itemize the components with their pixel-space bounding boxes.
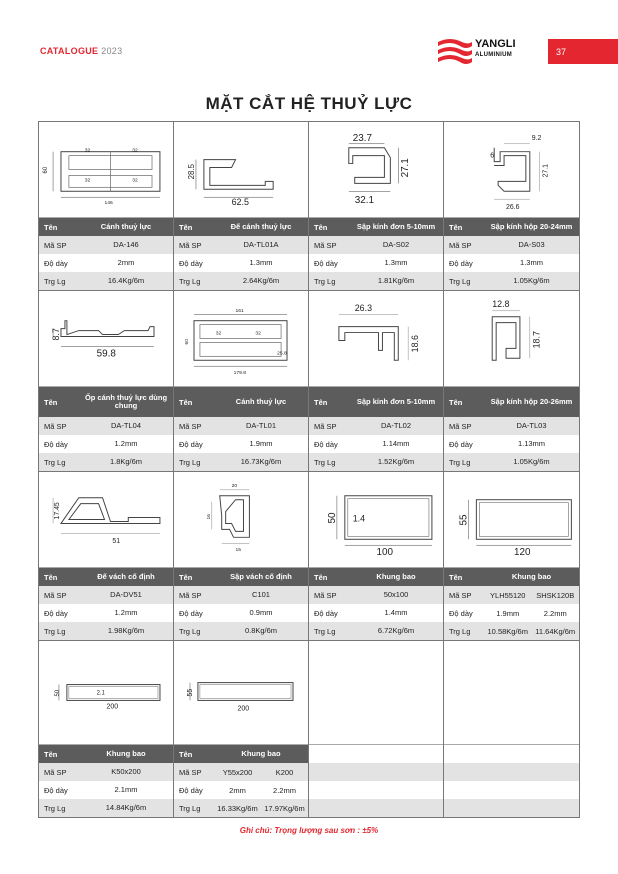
- product-weight: 16.4Kg/6m: [107, 275, 145, 285]
- product-weight: 1.52Kg/6m: [377, 456, 415, 466]
- spec-row: [39, 272, 173, 290]
- spec-head: [309, 387, 443, 417]
- dim-label: 161: [235, 308, 244, 314]
- empty-row: [444, 745, 579, 763]
- empty-row: [309, 745, 443, 763]
- product-code: C101: [252, 589, 270, 599]
- product-name: Cánh thuỷ lực: [100, 221, 152, 231]
- page-number-tab: [548, 39, 618, 64]
- dim-label: 32: [84, 148, 91, 154]
- label-do-day: Độ dày: [179, 258, 203, 268]
- product-name: Đế vách cố định: [97, 571, 155, 581]
- label-do-day: Độ dày: [179, 439, 203, 449]
- dim-label: 50: [326, 512, 338, 524]
- spec-row: [39, 254, 173, 272]
- product-code: DA-TL01A: [243, 239, 279, 249]
- product-weight: 16.33Kg/6m: [217, 803, 258, 813]
- spec-row: [39, 586, 173, 604]
- empty-row: [444, 799, 579, 817]
- product-code: K50x200: [111, 766, 141, 776]
- brand-subtitle: ALUMINIUM: [475, 52, 513, 58]
- spec-head: [39, 568, 173, 586]
- label-ma-sp: Mã SP: [449, 590, 472, 600]
- dim-label: 120: [513, 547, 531, 559]
- profile-drawing: [174, 472, 308, 568]
- label-trg-lg: Trg Lg: [44, 457, 66, 467]
- label-ma-sp: Mã SP: [44, 590, 67, 600]
- product-code-alt: SHSK120B: [536, 590, 575, 600]
- label-do-day: Độ dày: [44, 439, 68, 449]
- profile-drawing: [174, 291, 308, 387]
- label-ma-sp: Mã SP: [314, 240, 337, 250]
- product-name: Khung bao: [106, 748, 146, 758]
- label-do-day: Độ dày: [44, 608, 68, 618]
- profile-drawing: [444, 291, 579, 387]
- spec-row: [444, 417, 579, 435]
- spec-row: [174, 799, 308, 817]
- dim-label: 55: [186, 688, 194, 697]
- dim-label: 51: [112, 538, 121, 546]
- dim-label: 62.5: [231, 197, 249, 208]
- brand-name: YANGLI: [475, 38, 516, 50]
- product-weight: 1.05Kg/6m: [513, 456, 550, 466]
- label-trg-lg: Trg Lg: [314, 626, 336, 636]
- product-thickness: 1.14mm: [382, 438, 410, 448]
- label-do-day: Độ dày: [314, 258, 338, 268]
- product-code: DA-DV51: [110, 589, 142, 599]
- product-thickness: 1.9mm: [249, 438, 273, 448]
- empty-row: [309, 781, 443, 799]
- spec-row: [39, 417, 173, 435]
- spec-head: [39, 218, 173, 236]
- empty-row: [309, 763, 443, 781]
- profile-drawing: [444, 122, 579, 218]
- dim-label: 60: [43, 166, 50, 174]
- label-do-day: Độ dày: [179, 785, 203, 795]
- label-trg-lg: Trg Lg: [314, 276, 336, 286]
- product-thickness: 1.9mm: [496, 608, 520, 618]
- label-ten: Tên: [449, 222, 463, 232]
- product-thickness: 2mm: [117, 257, 135, 267]
- label-trg-lg: Trg Lg: [44, 626, 66, 636]
- label-do-day: Độ dày: [44, 258, 68, 268]
- label-ma-sp: Mã SP: [44, 421, 67, 431]
- spec-row: [309, 604, 443, 622]
- dim-label: 32: [132, 178, 138, 184]
- label-ma-sp: Mã SP: [179, 590, 202, 600]
- dim-label: 200: [237, 705, 250, 713]
- label-do-day: Độ dày: [179, 608, 203, 618]
- dim-label: 18.7: [531, 331, 542, 349]
- label-do-day: Độ dày: [314, 608, 338, 618]
- product-code: 50x100: [383, 589, 409, 599]
- spec-head: [444, 568, 579, 586]
- dim-label: 2.1: [96, 690, 105, 697]
- product-name: Sập kính đơn 5-10mm: [356, 221, 436, 231]
- label-do-day: Độ dày: [449, 439, 473, 449]
- spec-row: [309, 236, 443, 254]
- profile-drawing: [174, 122, 308, 218]
- spec-head: [174, 218, 308, 236]
- dim-label: 17.45: [53, 502, 61, 520]
- profile-drawing: [39, 641, 173, 745]
- label-ten: Tên: [179, 749, 193, 759]
- empty-card: [444, 641, 579, 817]
- profile-drawing: [309, 472, 443, 568]
- product-name: Sập kính đơn 5-10mm: [356, 396, 436, 406]
- spec-row: [444, 622, 579, 640]
- label-ma-sp: Mã SP: [44, 767, 67, 777]
- dim-label: 15: [235, 548, 242, 554]
- dim-label: 60: [185, 338, 191, 345]
- product-code: DA-TL03: [516, 420, 547, 430]
- product-weight: 14.84Kg/6m: [105, 802, 147, 812]
- spec-row: [39, 236, 173, 254]
- spec-row: [444, 604, 579, 622]
- spec-row: [39, 604, 173, 622]
- product-weight: 1.05Kg/6m: [513, 275, 550, 285]
- label-ma-sp: Mã SP: [179, 421, 202, 431]
- label-trg-lg: Trg Lg: [314, 457, 336, 467]
- product-thickness: 1.2mm: [114, 607, 138, 617]
- spec-row: [174, 272, 308, 290]
- product-code: DA-146: [113, 239, 139, 249]
- profile-drawing: [39, 291, 173, 387]
- product-name: Cánh thuỷ lực: [235, 396, 287, 406]
- catalogue-label: [40, 46, 122, 56]
- product-weight: 1.98Kg/6m: [107, 625, 145, 635]
- label-trg-lg: Trg Lg: [449, 626, 471, 636]
- dim-label: 18.6: [410, 335, 421, 353]
- spec-head: [444, 387, 579, 417]
- label-do-day: Độ dày: [314, 439, 338, 449]
- product-weight: 1.81Kg/6m: [377, 275, 415, 285]
- profile-card: [174, 291, 309, 471]
- profile-drawing: [39, 472, 173, 568]
- spec-head: [309, 218, 443, 236]
- product-weight-alt: 17.97Kg/6m: [264, 803, 305, 813]
- label-ten: Tên: [44, 572, 58, 582]
- empty-row: [309, 799, 443, 817]
- spec-row: [39, 622, 173, 640]
- dim-label: 146: [104, 201, 113, 207]
- product-thickness: 1.2mm: [114, 438, 138, 448]
- label-do-day: Độ dày: [449, 258, 473, 268]
- label-ma-sp: Mã SP: [449, 421, 472, 431]
- product-thickness-alt: 2.2mm: [543, 608, 567, 618]
- spec-row: [309, 453, 443, 471]
- catalogue-year: 2023: [101, 46, 123, 56]
- product-thickness: 0.9mm: [249, 607, 273, 617]
- label-trg-lg: Trg Lg: [179, 276, 201, 286]
- product-weight: 1.8Kg/6m: [109, 456, 143, 466]
- profile-card: [174, 122, 309, 290]
- label-ten: Tên: [44, 749, 58, 759]
- product-code: Y55x200: [222, 767, 253, 777]
- product-weight: 0.8Kg/6m: [244, 625, 278, 635]
- spec-row: [174, 417, 308, 435]
- dim-label: 32: [132, 148, 138, 154]
- spec-row: [309, 586, 443, 604]
- label-ten: Tên: [44, 397, 58, 407]
- spec-row: [444, 254, 579, 272]
- dim-label: 23.7: [352, 132, 372, 144]
- label-ten: Tên: [44, 222, 58, 232]
- product-thickness: 1.3mm: [520, 257, 543, 267]
- spec-row: [174, 622, 308, 640]
- spec-row: [39, 781, 173, 799]
- dim-label: 12.8: [492, 298, 510, 309]
- spec-row: [39, 453, 173, 471]
- label-ma-sp: Mã SP: [314, 590, 337, 600]
- label-ten: Tên: [314, 572, 328, 582]
- profile-card: [174, 641, 309, 817]
- product-thickness: 1.4mm: [384, 607, 408, 617]
- product-name: Khung bao: [511, 571, 552, 581]
- spec-head: [39, 387, 173, 417]
- profile-card: [39, 291, 174, 471]
- profile-card: [39, 472, 174, 640]
- dim-label: 27.1: [542, 163, 550, 178]
- label-trg-lg: Trg Lg: [179, 457, 201, 467]
- profile-card: [444, 291, 579, 471]
- profile-card: [444, 122, 579, 290]
- dim-label: 16: [206, 514, 212, 520]
- dim-label: 179.8: [233, 371, 246, 377]
- label-trg-lg: Trg Lg: [179, 803, 201, 813]
- spec-row: [444, 435, 579, 453]
- product-thickness: 1.3mm: [384, 257, 408, 267]
- label-trg-lg: Trg Lg: [44, 276, 66, 286]
- spec-row: [39, 763, 173, 781]
- dim-label: 1.4: [352, 513, 366, 524]
- dim-label: 100: [376, 547, 393, 559]
- spec-row: [309, 435, 443, 453]
- spec-head: [39, 745, 173, 763]
- label-trg-lg: Trg Lg: [179, 626, 201, 636]
- product-code: DA-S02: [382, 239, 410, 249]
- product-code: DA-S03: [518, 239, 545, 249]
- label-ma-sp: Mã SP: [449, 240, 472, 250]
- product-thickness-alt: 2.2mm: [273, 785, 296, 795]
- profile-card: [309, 122, 444, 290]
- spec-head: [174, 568, 308, 586]
- product-name: Ốp cánh thuỷ lực dùng chung: [84, 392, 168, 410]
- empty-row: [444, 763, 579, 781]
- dim-label: 20: [231, 483, 238, 489]
- product-weight-alt: 11.64Kg/6m: [535, 626, 576, 636]
- page-number: 37: [556, 47, 567, 57]
- dim-label: 200: [106, 703, 119, 711]
- product-name: Sập kính hộp 20-26mm: [490, 396, 573, 406]
- dim-label: 25.8: [277, 351, 287, 357]
- profile-block-1: [39, 122, 579, 291]
- spec-head: [174, 387, 308, 417]
- product-name: Sập vách cố định: [230, 571, 292, 581]
- profile-drawing: [309, 291, 443, 387]
- spec-row: [309, 272, 443, 290]
- dim-label: 50: [54, 689, 61, 697]
- profile-block-2: [39, 291, 579, 472]
- spec-row: [309, 417, 443, 435]
- label-ma-sp: Mã SP: [179, 240, 202, 250]
- profile-card: [39, 641, 174, 817]
- profile-card: [444, 472, 579, 640]
- spec-row: [174, 435, 308, 453]
- product-code: YLH55120: [490, 590, 526, 600]
- label-ten: Tên: [179, 222, 193, 232]
- dim-label: 6: [490, 152, 495, 160]
- dim-label: 32.1: [354, 195, 374, 207]
- dim-label: 32: [215, 331, 222, 337]
- empty-row: [444, 781, 579, 799]
- profile-grid: [38, 121, 580, 818]
- spec-head: [444, 218, 579, 236]
- label-ten: Tên: [179, 397, 193, 407]
- product-thickness: 1.3mm: [249, 257, 273, 267]
- dim-label: 55: [458, 514, 470, 526]
- label-ten: Tên: [449, 572, 463, 582]
- label-trg-lg: Trg Lg: [44, 803, 66, 813]
- spec-row: [174, 236, 308, 254]
- dim-label: 8.7: [50, 328, 61, 341]
- profile-card: [309, 472, 444, 640]
- empty-drawing: [309, 641, 443, 745]
- product-thickness: 2.1mm: [114, 784, 138, 794]
- product-weight: 10.58Kg/6m: [487, 626, 528, 636]
- footnote: Ghi chú: Trọng lượng sau sơn : ±5%: [239, 826, 379, 835]
- spec-row: [174, 781, 308, 799]
- label-ten: Tên: [449, 397, 463, 407]
- profile-card: [39, 122, 174, 290]
- spec-row: [39, 799, 173, 817]
- dim-label: 26.6: [506, 204, 520, 212]
- product-name: Sập kính hộp 20-24mm: [490, 221, 573, 231]
- product-name: Khung bao: [241, 748, 281, 758]
- spec-row: [174, 453, 308, 471]
- product-code: DA-TL01: [245, 420, 276, 430]
- spec-row: [309, 254, 443, 272]
- dim-label: 32: [84, 178, 91, 184]
- empty-drawing: [444, 641, 579, 745]
- empty-card: [309, 641, 444, 817]
- dim-label: 32: [255, 331, 261, 337]
- profile-drawing: [174, 641, 308, 745]
- dim-label: 59.8: [96, 348, 116, 360]
- profile-drawing: [39, 122, 173, 218]
- spec-head: [174, 745, 308, 763]
- label-ma-sp: Mã SP: [314, 421, 337, 431]
- product-weight: 16.73Kg/6m: [240, 456, 282, 466]
- label-trg-lg: Trg Lg: [449, 276, 471, 286]
- spec-row: [174, 586, 308, 604]
- spec-head: [309, 568, 443, 586]
- dim-label: 9.2: [531, 134, 542, 142]
- product-code: DA-TL02: [380, 420, 411, 430]
- spec-row: [174, 763, 308, 781]
- spec-row: [444, 586, 579, 604]
- label-trg-lg: Trg Lg: [449, 457, 471, 467]
- product-weight: 2.64Kg/6m: [242, 275, 280, 285]
- product-code: DA-TL04: [110, 420, 141, 430]
- spec-row: [174, 604, 308, 622]
- profile-drawing: [444, 472, 579, 568]
- spec-row: [39, 435, 173, 453]
- profile-block-4: [39, 641, 579, 817]
- label-ma-sp: Mã SP: [179, 767, 202, 777]
- dim-label: 27.1: [400, 158, 412, 178]
- label-ma-sp: Mã SP: [44, 240, 67, 250]
- label-do-day: Độ dày: [449, 608, 473, 618]
- product-name: Khung bao: [376, 571, 416, 581]
- label-do-day: Độ dày: [44, 785, 68, 795]
- dim-label: 26.3: [354, 302, 373, 313]
- spec-row: [444, 453, 579, 471]
- page-title: MẶT CẮT HỆ THUỶ LỰC: [205, 94, 413, 113]
- label-ten: Tên: [314, 222, 328, 232]
- spec-row: [444, 272, 579, 290]
- dim-label: 28.5: [186, 164, 196, 180]
- product-thickness: 1.13mm: [517, 438, 546, 448]
- profile-block-3: [39, 472, 579, 641]
- catalogue-word: CATALOGUE: [40, 46, 99, 56]
- spec-row: [444, 236, 579, 254]
- product-weight: 6.72Kg/6m: [377, 625, 415, 635]
- spec-row: [309, 622, 443, 640]
- product-code-alt: K200: [275, 767, 294, 777]
- spec-row: [174, 254, 308, 272]
- label-ten: Tên: [179, 572, 193, 582]
- profile-drawing: [309, 122, 443, 218]
- product-thickness: 2mm: [229, 785, 246, 795]
- profile-card: [174, 472, 309, 640]
- profile-card: [309, 291, 444, 471]
- label-ten: Tên: [314, 397, 328, 407]
- product-name: Đế cánh thuỷ lực: [230, 221, 292, 231]
